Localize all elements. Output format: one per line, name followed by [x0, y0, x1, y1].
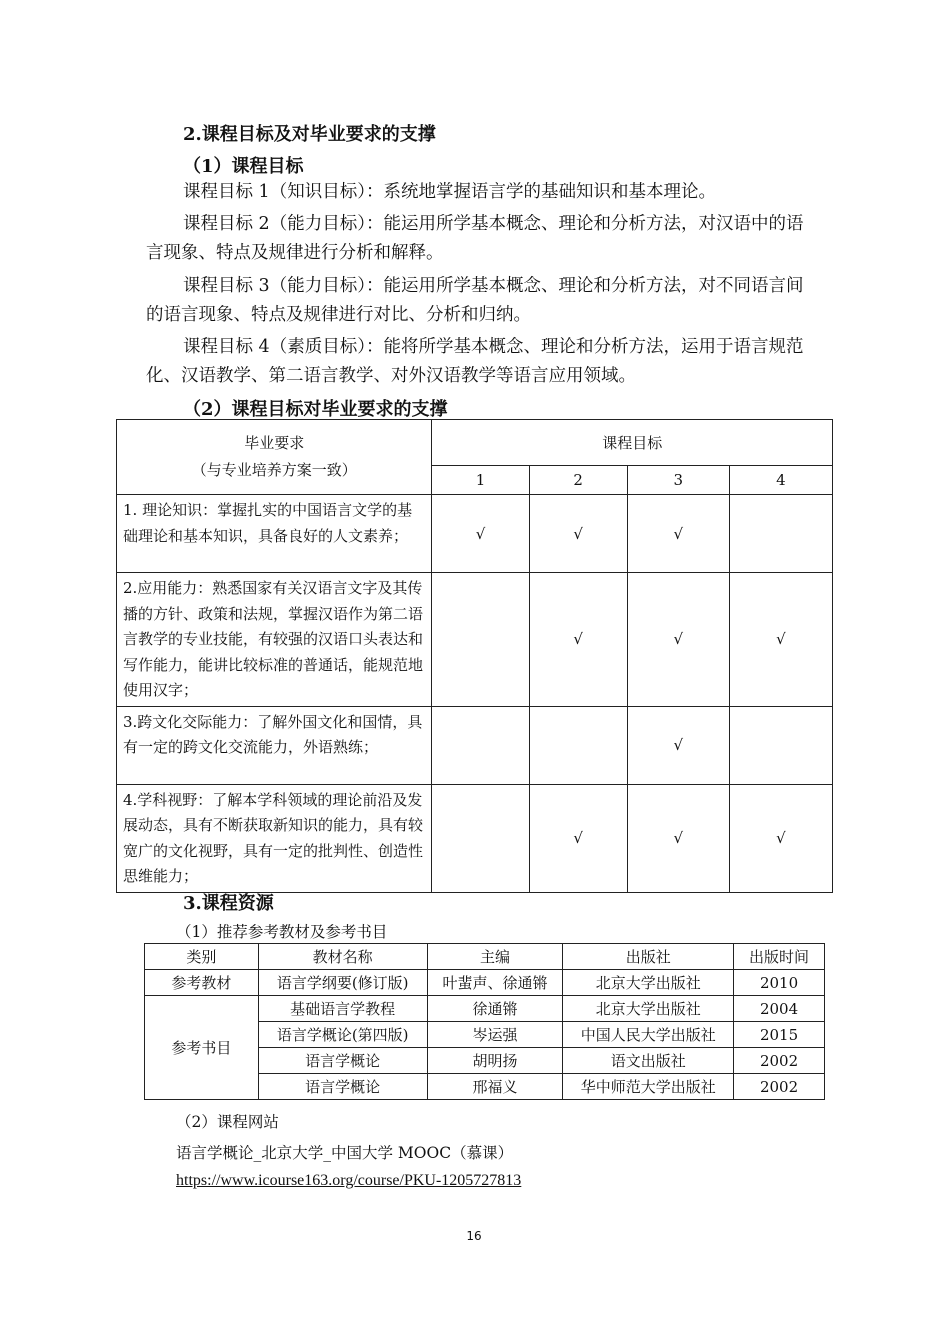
book-name-cell: 语言学概论: [258, 1048, 427, 1074]
requirement-cell: 4.学科视野：了解本学科领域的理论前沿及发展动态，具有不断获取新知识的能力，具有较宽广的文化视野，具有一定的批判性、创造性思维能力；: [117, 784, 432, 892]
website-link[interactable]: https://www.icourse163.org/course/PKU-1205727813: [176, 1172, 522, 1189]
check-mark: √: [529, 573, 627, 707]
goal-paragraph-1: 课程目标 1（知识目标）：系统地掌握语言学的基础知识和基本理论。: [183, 182, 716, 202]
check-mark: √: [729, 573, 832, 707]
table-row: [117, 573, 833, 707]
book-name-cell: 基础语言学教程: [258, 996, 427, 1022]
check-mark: √: [627, 573, 729, 707]
textbook-table: [144, 943, 825, 1100]
publisher-cell: 北京大学出版社: [563, 970, 734, 996]
book-name-cell: 语言学概论: [258, 1074, 427, 1100]
check-mark: [729, 495, 832, 573]
header-year: 出版时间: [734, 944, 825, 970]
goal-paragraph-2: 课程目标 2（能力目标）：能运用所学基本概念、理论和分析方法，对汉语中的语言现象、特点及规律进行分析和解释。: [146, 214, 804, 263]
goal-support-table: [116, 419, 833, 893]
category-cell: 参考书目: [145, 996, 259, 1100]
check-mark: [729, 706, 832, 784]
table-row: [145, 970, 825, 996]
publisher-cell: 语文出版社: [563, 1048, 734, 1074]
check-mark: √: [627, 495, 729, 573]
publisher-cell: 中国人民大学出版社: [563, 1022, 734, 1048]
editor-cell: 徐通锵: [427, 996, 563, 1022]
check-mark: √: [529, 495, 627, 573]
header-publisher: 出版社: [563, 944, 734, 970]
subheading-website: （2）课程网站: [176, 1113, 279, 1131]
check-mark: [529, 706, 627, 784]
table-row: [117, 784, 833, 892]
check-mark: √: [529, 784, 627, 892]
requirement-cell: 1. 理论知识：掌握扎实的中国语言文学的基础理论和基本知识，具备良好的人文素养；: [117, 495, 432, 573]
publisher-cell: 北京大学出版社: [563, 996, 734, 1022]
subheading-textbooks: （1）推荐参考教材及参考书目: [176, 923, 388, 941]
header-book-name: 教材名称: [258, 944, 427, 970]
check-mark: [432, 573, 529, 707]
year-cell: 2010: [734, 970, 825, 996]
year-cell: 2004: [734, 996, 825, 1022]
goal-number-header: 3: [627, 466, 729, 495]
category-cell: 参考教材: [145, 970, 259, 996]
publisher-cell: 华中师范大学出版社: [563, 1074, 734, 1100]
goal-paragraph-3: 课程目标 3（能力目标）：能运用所学基本概念、理论和分析方法，对不同语言间的语言现象、特点及规律进行对比、分析和归纳。: [146, 276, 804, 325]
table-row: [117, 706, 833, 784]
header-graduation-requirement: [117, 420, 432, 495]
book-name-cell: 语言学概论(第四版): [258, 1022, 427, 1048]
goal-number-header: 4: [729, 466, 832, 495]
subheading-goal-support: （2）课程目标对毕业要求的支撑: [183, 399, 448, 420]
editor-cell: 岑运强: [427, 1022, 563, 1048]
subheading-course-goals: （1）课程目标: [183, 156, 304, 177]
year-cell: 2002: [734, 1048, 825, 1074]
check-mark: √: [729, 784, 832, 892]
website-title: 语言学概论_北京大学_中国大学 MOOC（慕课）: [176, 1144, 514, 1162]
book-name-cell: 语言学纲要(修订版): [258, 970, 427, 996]
section-heading-resources: 3.课程资源: [183, 893, 274, 914]
check-mark: √: [432, 495, 529, 573]
check-mark: √: [627, 784, 729, 892]
table-row: [117, 495, 833, 573]
goal-paragraph-4: 课程目标 4（素质目标）：能将所学基本概念、理论和分析方法，运用于语言规范化、汉语教学、第二语言教学、对外汉语教学等语言应用领域。: [146, 337, 804, 386]
check-mark: [432, 784, 529, 892]
check-mark: [432, 706, 529, 784]
year-cell: 2002: [734, 1074, 825, 1100]
header-category: 类别: [145, 944, 259, 970]
header-editor: 主编: [427, 944, 563, 970]
header-req-note: （与专业培养方案一致）: [191, 461, 357, 479]
header-req-title: 毕业要求: [244, 434, 305, 452]
goal-number-header: 2: [529, 466, 627, 495]
editor-cell: 叶蜚声、徐通锵: [427, 970, 563, 996]
section-heading-goals: 2.课程目标及对毕业要求的支撑: [183, 124, 436, 145]
requirement-cell: 2.应用能力：熟悉国家有关汉语言文字及其传播的方针、政策和法规，掌握汉语作为第二语言教学的专业技能，有较强的汉语口头表达和写作能力，能讲比较标准的普通话，能规范地使用汉字；: [117, 573, 432, 707]
check-mark: √: [627, 706, 729, 784]
requirement-cell: 3.跨文化交际能力：了解外国文化和国情，具有一定的跨文化交流能力，外语熟练；: [117, 706, 432, 784]
table-row: [145, 996, 825, 1022]
goal-number-header: 1: [432, 466, 529, 495]
page-number: 16: [466, 1229, 482, 1243]
year-cell: 2015: [734, 1022, 825, 1048]
editor-cell: 邢福义: [427, 1074, 563, 1100]
editor-cell: 胡明扬: [427, 1048, 563, 1074]
header-course-goals: 课程目标: [432, 420, 833, 466]
